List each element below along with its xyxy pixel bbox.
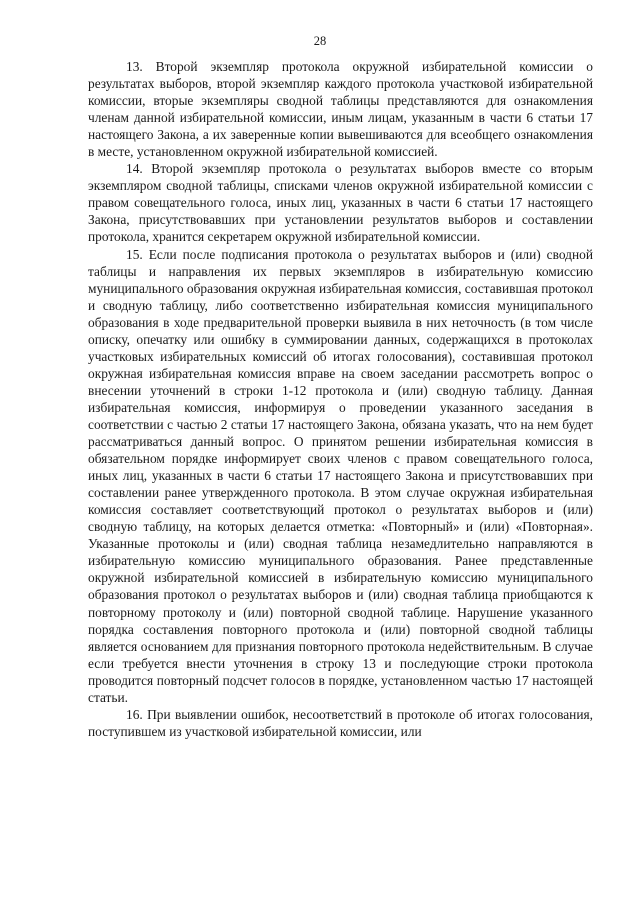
page-number: 28 — [313, 34, 327, 48]
document-body — [88, 58, 593, 740]
paragraph-16: 16. При выявлении ошибок, несоответствий в протоколе об итогах голосования, поступившем из участковой избирательной комиссии, или — [88, 706, 593, 739]
paragraph-14: 14. Второй экземпляр протокола о результатах выборов вместе со вторым экземпляром сводной таблицы, списками членов окружной избирательной комиссии с правом совещательного голоса, иных лиц, указанных в части 6 статьи 17 настоящего Закона, присутствовавших при установлении результатов выборов и составлении протокола, хранится секретарем окружной избирательной комиссии. — [88, 161, 593, 245]
paragraph-15: 15. Если после подписания протокола о результатах выборов и (или) сводной таблицы и направления их первых экземпляров в избирательную комиссию муниципального образования окружная избирательная комиссия, составившая протокол и сводную таблицу, либо соответственно избирательная комиссия муниципального образования в ходе предварительной проверки выявила в них неточность (в том числе описку, опечатку или ошибку в суммировании данных, содержащихся в протоколах участковых избирательных комиссий об итогах голосования), составившая протокол окружная избирательная комиссия вправе на своем заседании рассмотреть вопрос о внесении уточнений в строки 1-12 протокола и (или) сводную таблицу. Данная избирательная комиссия, информируя о проведении указанного заседания в соответствии с частью 2 статьи 17 настоящего Закона, обязана указать, что на нем будет рассматриваться данный вопрос. О принятом решении избирательная комиссия в обязательном порядке информирует своих членов с правом совещательного голоса, иных лиц, указанных в части 6 статьи 17 настоящего Закона и присутствовавших при составлении ранее утвержденного протокола. В этом случае окружная избирательная комиссия составляет соответствующий протокол о результатах выборов и (или) сводную таблицу, на которых делается отметка: «Повторный» и (или) «Повторная». Указанные протоколы и (или) сводная таблица незамедлительно направляются в избирательную комиссию муниципального образования. Ранее представленные окружной избирательной комиссией в избирательную комиссию муниципального образования протокол о результатах выборов и (или) сводная таблица приобщаются к повторному протоколу и (или) повторной сводной таблице. Нарушение указанного порядка составления повторного протокола и (или) повторной сводной таблицы является основанием для признания повторного протокола недействительным. В случае если требуется внести уточнения в строку 13 и последующие строки протокола проводится повторный подсчет голосов в порядке, установленном частью 17 настоящей статьи. — [88, 246, 593, 705]
paragraph-13: 13. Второй экземпляр протокола окружной избирательной комиссии о результатах выборов, второй экземпляр каждого протокола участковой избирательной комиссии, вторые экземпляры сводной таблицы представляются для ознакомления членам данной избирательной комиссии, иным лицам, указанным в части 6 статьи 17 настоящего Закона, а их заверенные копии вывешиваются для всеобщего ознакомления в месте, установленном окружной избирательной комиссией. — [88, 59, 593, 160]
